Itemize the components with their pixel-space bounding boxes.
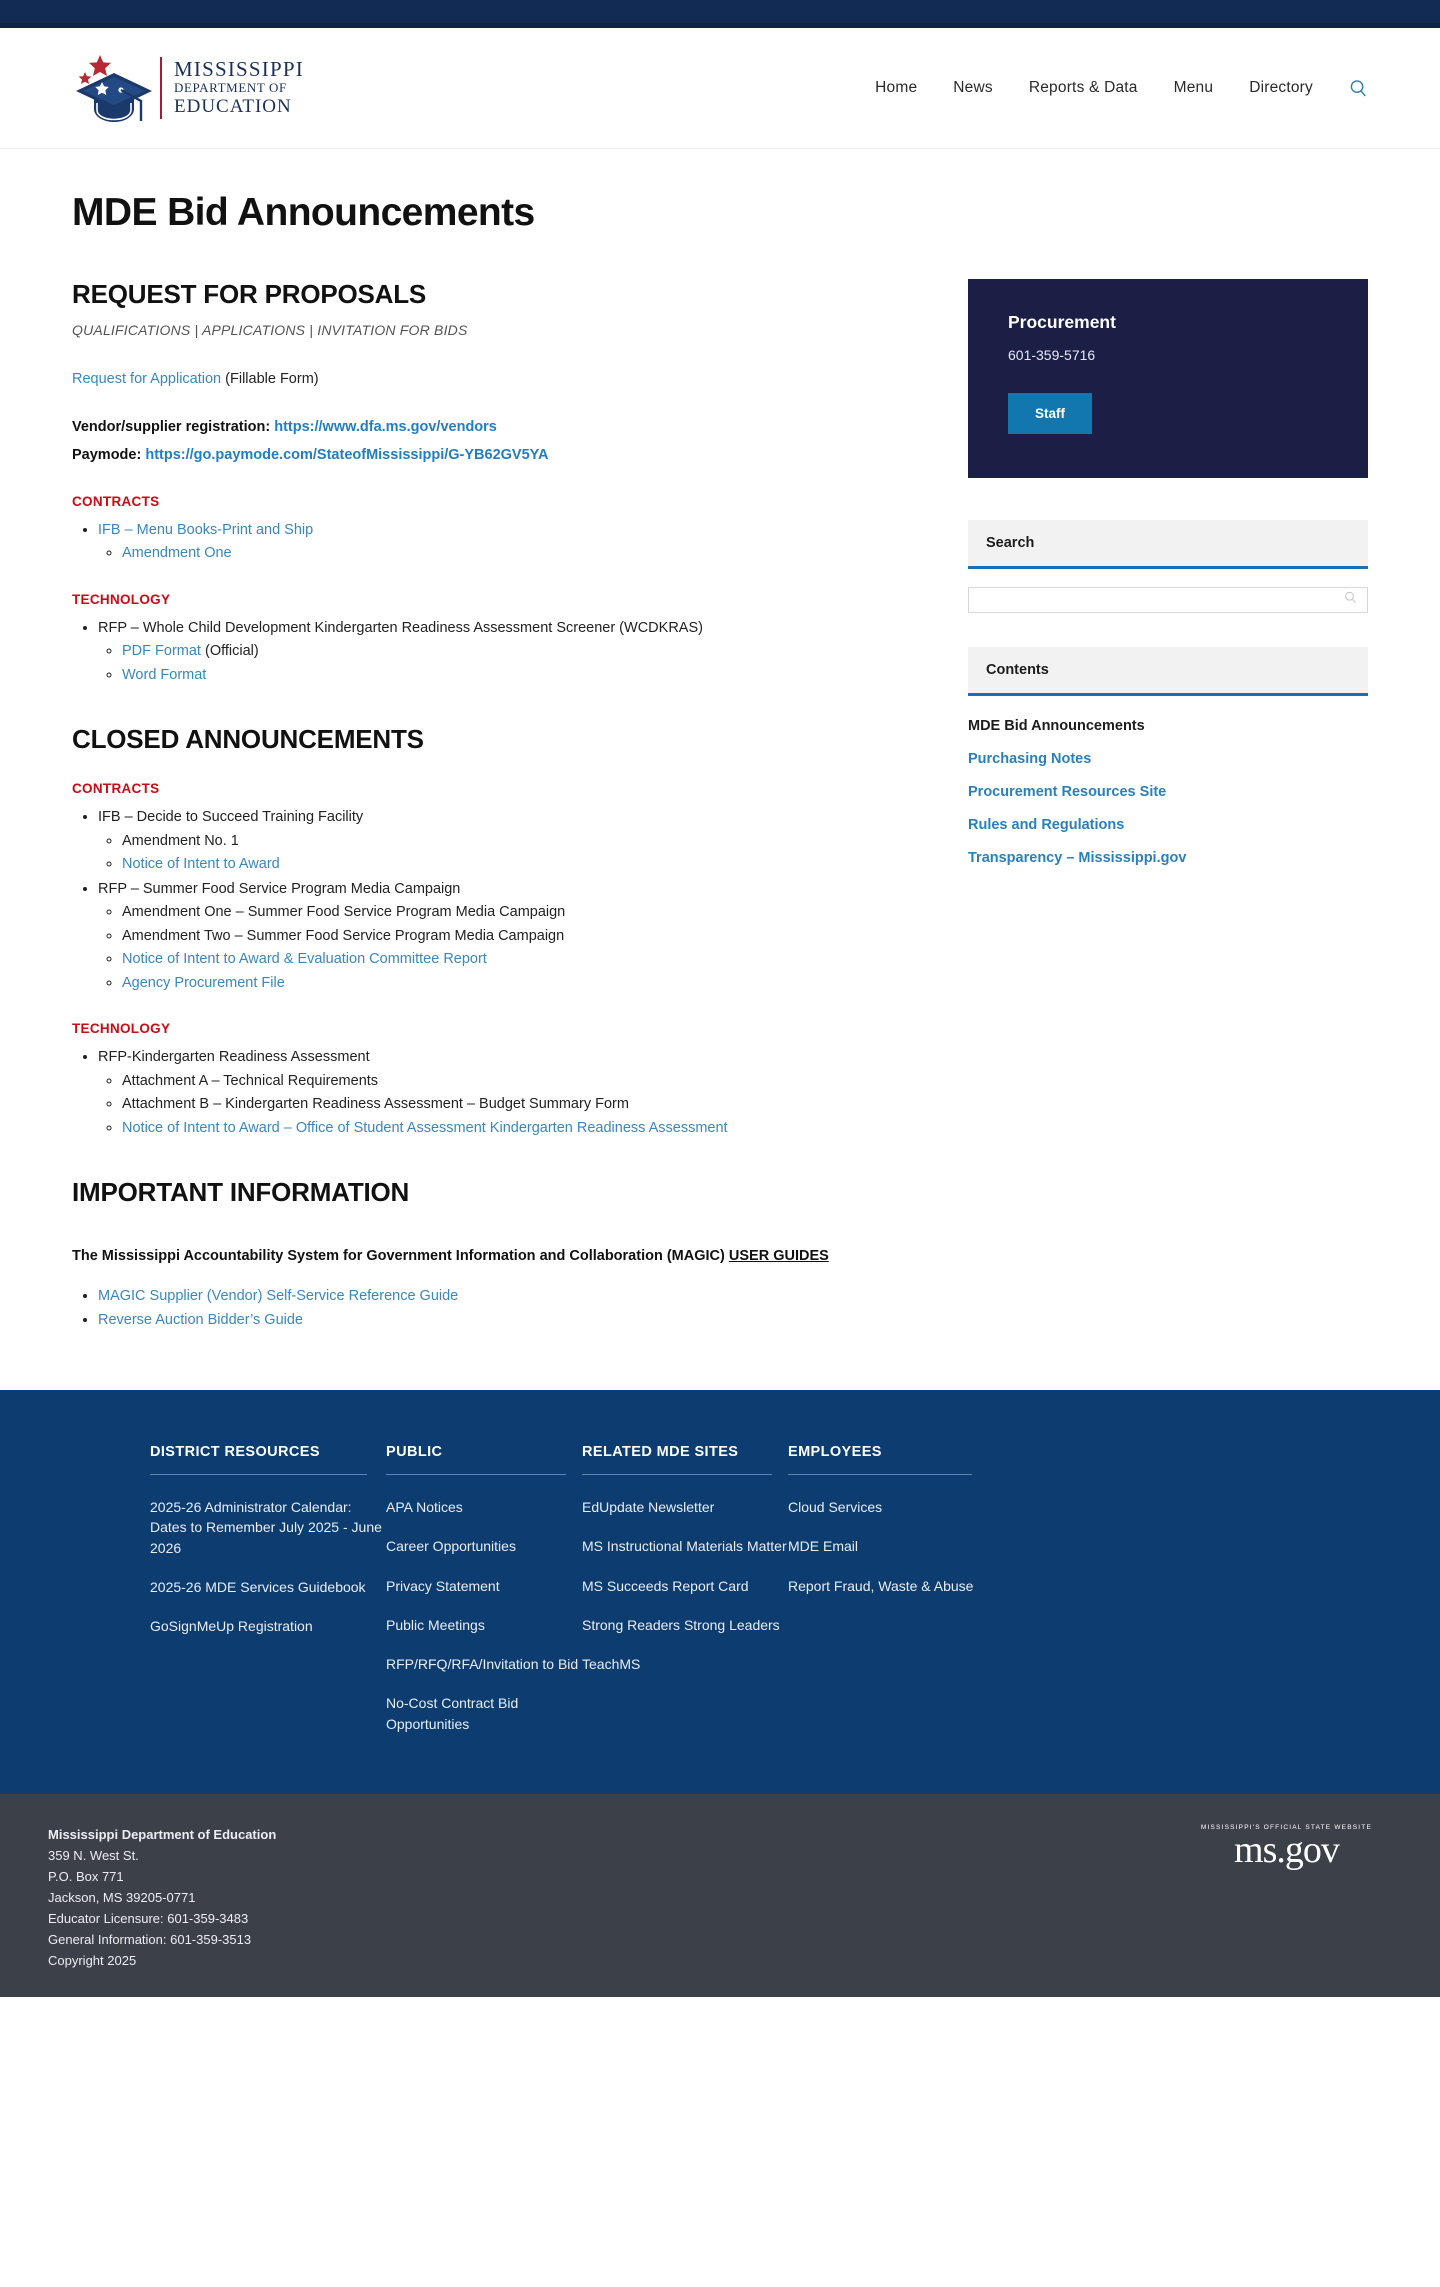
logo-line-education: EDUCATION: [174, 95, 292, 117]
rfp-heading: REQUEST FOR PROPOSALS: [72, 279, 427, 309]
list-item: [122, 1093, 928, 1116]
toc-link-rules-and-regulations[interactable]: Rules and Regulations: [968, 817, 1125, 833]
list-item: [98, 1285, 928, 1308]
staff-button[interactable]: Staff: [1008, 393, 1092, 434]
search-icon[interactable]: [1349, 79, 1368, 98]
footer-link-public-meetings[interactable]: Public Meetings: [386, 1616, 485, 1633]
nav-item-news[interactable]: News: [953, 79, 993, 96]
reverse-auction-guide-link[interactable]: Reverse Auction Bidder’s Guide: [98, 1312, 303, 1329]
footer-link-rfp-invitation-to-bid[interactable]: RFP/RFQ/RFA/Invitation to Bid: [386, 1656, 579, 1673]
rfp-technology-list: [98, 617, 928, 687]
footer-links: [788, 1497, 988, 1596]
wcdkras-title: RFP – Whole Child Development Kindergarten Readiness Assessment Screener (WCDKRAS): [98, 619, 703, 636]
list-item: [122, 972, 928, 995]
list-item: [98, 878, 928, 995]
footer-copyright: Copyright 2025: [48, 1953, 137, 1969]
vendor-registration-label: Vendor/supplier registration:: [72, 418, 271, 435]
footer-link-privacy-statement[interactable]: Privacy Statement: [386, 1577, 500, 1594]
footer-links: [150, 1497, 386, 1636]
site-logo[interactable]: [72, 51, 304, 125]
footer-column-title: PUBLIC: [386, 1443, 443, 1460]
footer-column-employees: [788, 1444, 988, 1734]
toc-link-procurement-resources-site[interactable]: Procurement Resources Site: [968, 784, 1167, 800]
list-item: [122, 1070, 928, 1093]
list-item: [98, 1309, 928, 1332]
closed-contracts-sublist-1: [122, 830, 928, 877]
nav-item-directory[interactable]: Directory: [1249, 79, 1313, 96]
footer-column-rule: [386, 1474, 566, 1475]
search-icon[interactable]: [1344, 591, 1357, 609]
search-field[interactable]: [968, 587, 1368, 613]
footer-column-public: [386, 1444, 582, 1734]
pdf-format-link[interactable]: PDF Format: [122, 643, 201, 660]
list-item: [98, 617, 928, 687]
footer-address-pobox: P.O. Box 771: [48, 1869, 124, 1885]
request-for-application-link[interactable]: Request for Application: [72, 371, 222, 387]
search-widget-title: Search: [986, 535, 1035, 551]
footer-address-city: Jackson, MS 39205-0771: [48, 1890, 196, 1906]
footer-link-services-guidebook[interactable]: 2025-26 MDE Services Guidebook: [150, 1578, 366, 1595]
toc-link-purchasing-notes[interactable]: Purchasing Notes: [968, 751, 1092, 767]
amendment-one-summer-food-text: Amendment One – Summer Food Service Program Media Campaign: [122, 904, 566, 921]
toc-current-page: MDE Bid Announcements: [968, 718, 1145, 734]
footer-address-block: [48, 1824, 276, 1971]
footer-educator-licensure-phone: Educator Licensure: 601-359-3483: [48, 1911, 249, 1927]
rfp-subheading: QUALIFICATIONS | APPLICATIONS | INVITATION FOR BIDS: [72, 322, 468, 338]
main-navigation: [875, 79, 1368, 98]
magic-links-list: [98, 1285, 928, 1333]
procurement-title: Procurement: [1008, 312, 1116, 332]
agency-procurement-file-link[interactable]: Agency Procurement File: [122, 974, 285, 991]
notice-of-intent-evaluation-report-link[interactable]: Notice of Intent to Award & Evaluation Committee Report: [122, 951, 487, 968]
footer-link-report-fraud[interactable]: Report Fraud, Waste & Abuse: [788, 1577, 974, 1594]
footer-column-district-resources: [150, 1444, 386, 1734]
list-item: [98, 1046, 928, 1140]
rfp-technology-heading: TECHNOLOGY: [72, 591, 171, 607]
footer-link-career-opportunities[interactable]: Career Opportunities: [386, 1538, 516, 1555]
notice-of-intent-kindergarten-link[interactable]: Notice of Intent to Award – Office of Student Assessment Kindergarten Readiness Assessment: [122, 1119, 728, 1136]
contents-widget: [968, 647, 1368, 866]
closed-announcements-heading: CLOSED ANNOUNCEMENTS: [72, 724, 424, 755]
footer-column-title: DISTRICT RESOURCES: [150, 1443, 320, 1460]
pdf-format-note: (Official): [204, 643, 259, 660]
footer-link-admin-calendar[interactable]: 2025-26 Administrator Calendar: Dates to Remember July 2025 - June 2026: [150, 1498, 382, 1556]
closed-contracts-sublist-2: [122, 901, 928, 995]
footer-link-strong-readers[interactable]: Strong Readers Strong Leaders: [582, 1616, 780, 1633]
closed-technology-sublist: [122, 1070, 928, 1140]
main-layout: [0, 245, 1440, 1334]
contents-widget-title: Contents: [986, 662, 1049, 678]
page-title-band: [0, 149, 1440, 245]
request-for-application-row: [72, 368, 928, 392]
closed-technology-heading: TECHNOLOGY: [72, 1021, 171, 1037]
msgov-tagline: MISSISSIPPI'S OFFICIAL STATE WEBSITE: [1200, 1823, 1372, 1831]
list-item: [122, 925, 928, 948]
footer-column-title: RELATED MDE SITES: [582, 1443, 739, 1460]
footer-links: [386, 1497, 582, 1734]
contents-list: [968, 718, 1368, 866]
logo-divider: [160, 57, 162, 119]
procurement-card: [968, 279, 1368, 478]
toc-link-transparency[interactable]: Transparency – Mississippi.gov: [968, 850, 1187, 866]
page-title: MDE Bid Announcements: [72, 191, 535, 234]
paymode-url[interactable]: https://go.paymode.com/StateofMississippi/G-YB62GV5YA: [145, 446, 549, 463]
footer-bottom-bar: [0, 1794, 1440, 1997]
attachment-a-text: Attachment A – Technical Requirements: [122, 1072, 379, 1089]
list-item: [98, 806, 928, 876]
paymode-row: [72, 444, 928, 468]
footer-link-ms-succeeds-report-card[interactable]: MS Succeeds Report Card: [582, 1577, 749, 1594]
closed-contracts-list: [98, 806, 928, 995]
amendment-no-1-text: Amendment No. 1: [122, 832, 239, 849]
closed-contracts-heading: CONTRACTS: [72, 781, 160, 797]
footer-link-edupdate-newsletter[interactable]: EdUpdate Newsletter: [582, 1498, 715, 1515]
ifb-decide-to-succeed-title: IFB – Decide to Succeed Training Facility: [98, 809, 364, 826]
list-item: [122, 542, 928, 565]
vendor-registration-url[interactable]: https://www.dfa.ms.gov/vendors: [274, 418, 497, 435]
footer-column-title: EMPLOYEES: [788, 1443, 882, 1460]
footer-link-no-cost-contract-bid[interactable]: No-Cost Contract Bid Opportunities: [386, 1695, 519, 1732]
attachment-b-text: Attachment B – Kindergarten Readiness Assessment – Budget Summary Form: [122, 1096, 629, 1113]
footer-link-teachms[interactable]: TeachMS: [582, 1656, 641, 1673]
main-content: [72, 279, 928, 1334]
site-header: [0, 28, 1440, 149]
msgov-logo[interactable]: [1200, 1823, 1392, 1871]
site-footer: [0, 1390, 1440, 1794]
footer-link-apa-notices[interactable]: APA Notices: [386, 1498, 463, 1515]
footer-column-rule: [150, 1474, 367, 1475]
rfp-summer-food-title: RFP – Summer Food Service Program Media Campaign: [98, 880, 461, 897]
footer-link-cloud-services[interactable]: Cloud Services: [788, 1498, 883, 1515]
important-information-heading: IMPORTANT INFORMATION: [72, 1177, 410, 1207]
procurement-phone: 601-359-5716: [1008, 347, 1096, 363]
footer-address-street: 359 N. West St.: [48, 1848, 139, 1864]
graduation-cap-logo-icon: [72, 51, 156, 125]
nav-item-reports-and-data[interactable]: Reports & Data: [1028, 79, 1138, 96]
footer-link-instructional-materials[interactable]: MS Instructional Materials Matter: [582, 1538, 787, 1555]
nav-item-home[interactable]: Home: [875, 79, 918, 96]
footer-general-info-phone: General Information: 601-359-3513: [48, 1932, 252, 1948]
closed-technology-list: [98, 1046, 928, 1140]
footer-link-gosignmeup[interactable]: GoSignMeUp Registration: [150, 1618, 313, 1635]
list-item: [122, 640, 928, 663]
magic-paragraph: [72, 1244, 902, 1269]
rfp-contracts-list: [98, 519, 928, 566]
rfp-technology-sublist: [122, 640, 928, 687]
logo-line-mississippi: MISSISSIPPI: [174, 57, 304, 82]
ifb-menu-books-link[interactable]: IFB – Menu Books-Print and Ship: [98, 521, 314, 538]
top-navy-bar: [0, 0, 1440, 23]
notice-of-intent-to-award-link[interactable]: Notice of Intent to Award: [122, 856, 280, 873]
list-item: [122, 1117, 928, 1140]
list-item: [122, 948, 928, 971]
magic-paragraph-text: The Mississippi Accountability System for Government Information and Collaboration (MAGIC): [72, 1248, 729, 1264]
list-item: [122, 901, 928, 924]
rfp-contracts-sublist: [122, 542, 928, 565]
list-item: [122, 830, 928, 853]
rfp-kindergarten-readiness-title: RFP-Kindergarten Readiness Assessment: [98, 1049, 370, 1066]
request-for-application-note: (Fillable Form): [225, 371, 319, 387]
list-item: [122, 853, 928, 876]
nav-item-menu[interactable]: Menu: [1173, 79, 1214, 96]
list-item: [98, 519, 928, 566]
vendor-registration-row: [72, 416, 928, 440]
footer-column-related-mde-sites: [582, 1444, 788, 1734]
contents-widget-header: [968, 647, 1368, 696]
footer-column-rule: [788, 1474, 972, 1475]
footer-link-mde-email[interactable]: MDE Email: [788, 1538, 859, 1555]
amendment-two-summer-food-text: Amendment Two – Summer Food Service Program Media Campaign: [122, 927, 565, 944]
search-widget: [968, 520, 1368, 613]
amendment-one-link[interactable]: Amendment One: [122, 545, 232, 562]
rfp-contracts-heading: CONTRACTS: [72, 493, 160, 509]
sidebar: [968, 279, 1368, 900]
user-guides-link[interactable]: USER GUIDES: [728, 1248, 829, 1264]
magic-supplier-guide-link[interactable]: MAGIC Supplier (Vendor) Self-Service Reference Guide: [98, 1287, 459, 1304]
word-format-link[interactable]: Word Format: [122, 666, 207, 683]
logo-line-department: DEPARTMENT OF: [174, 80, 287, 96]
footer-org-name: Mississippi Department of Education: [48, 1826, 277, 1842]
paymode-label: Paymode:: [72, 446, 142, 463]
list-item: [122, 664, 928, 687]
msgov-wordmark: ms.gov: [1234, 1828, 1339, 1871]
search-widget-header: [968, 520, 1368, 569]
search-input[interactable]: [977, 593, 1344, 608]
footer-column-rule: [582, 1474, 772, 1475]
footer-links: [582, 1497, 788, 1674]
